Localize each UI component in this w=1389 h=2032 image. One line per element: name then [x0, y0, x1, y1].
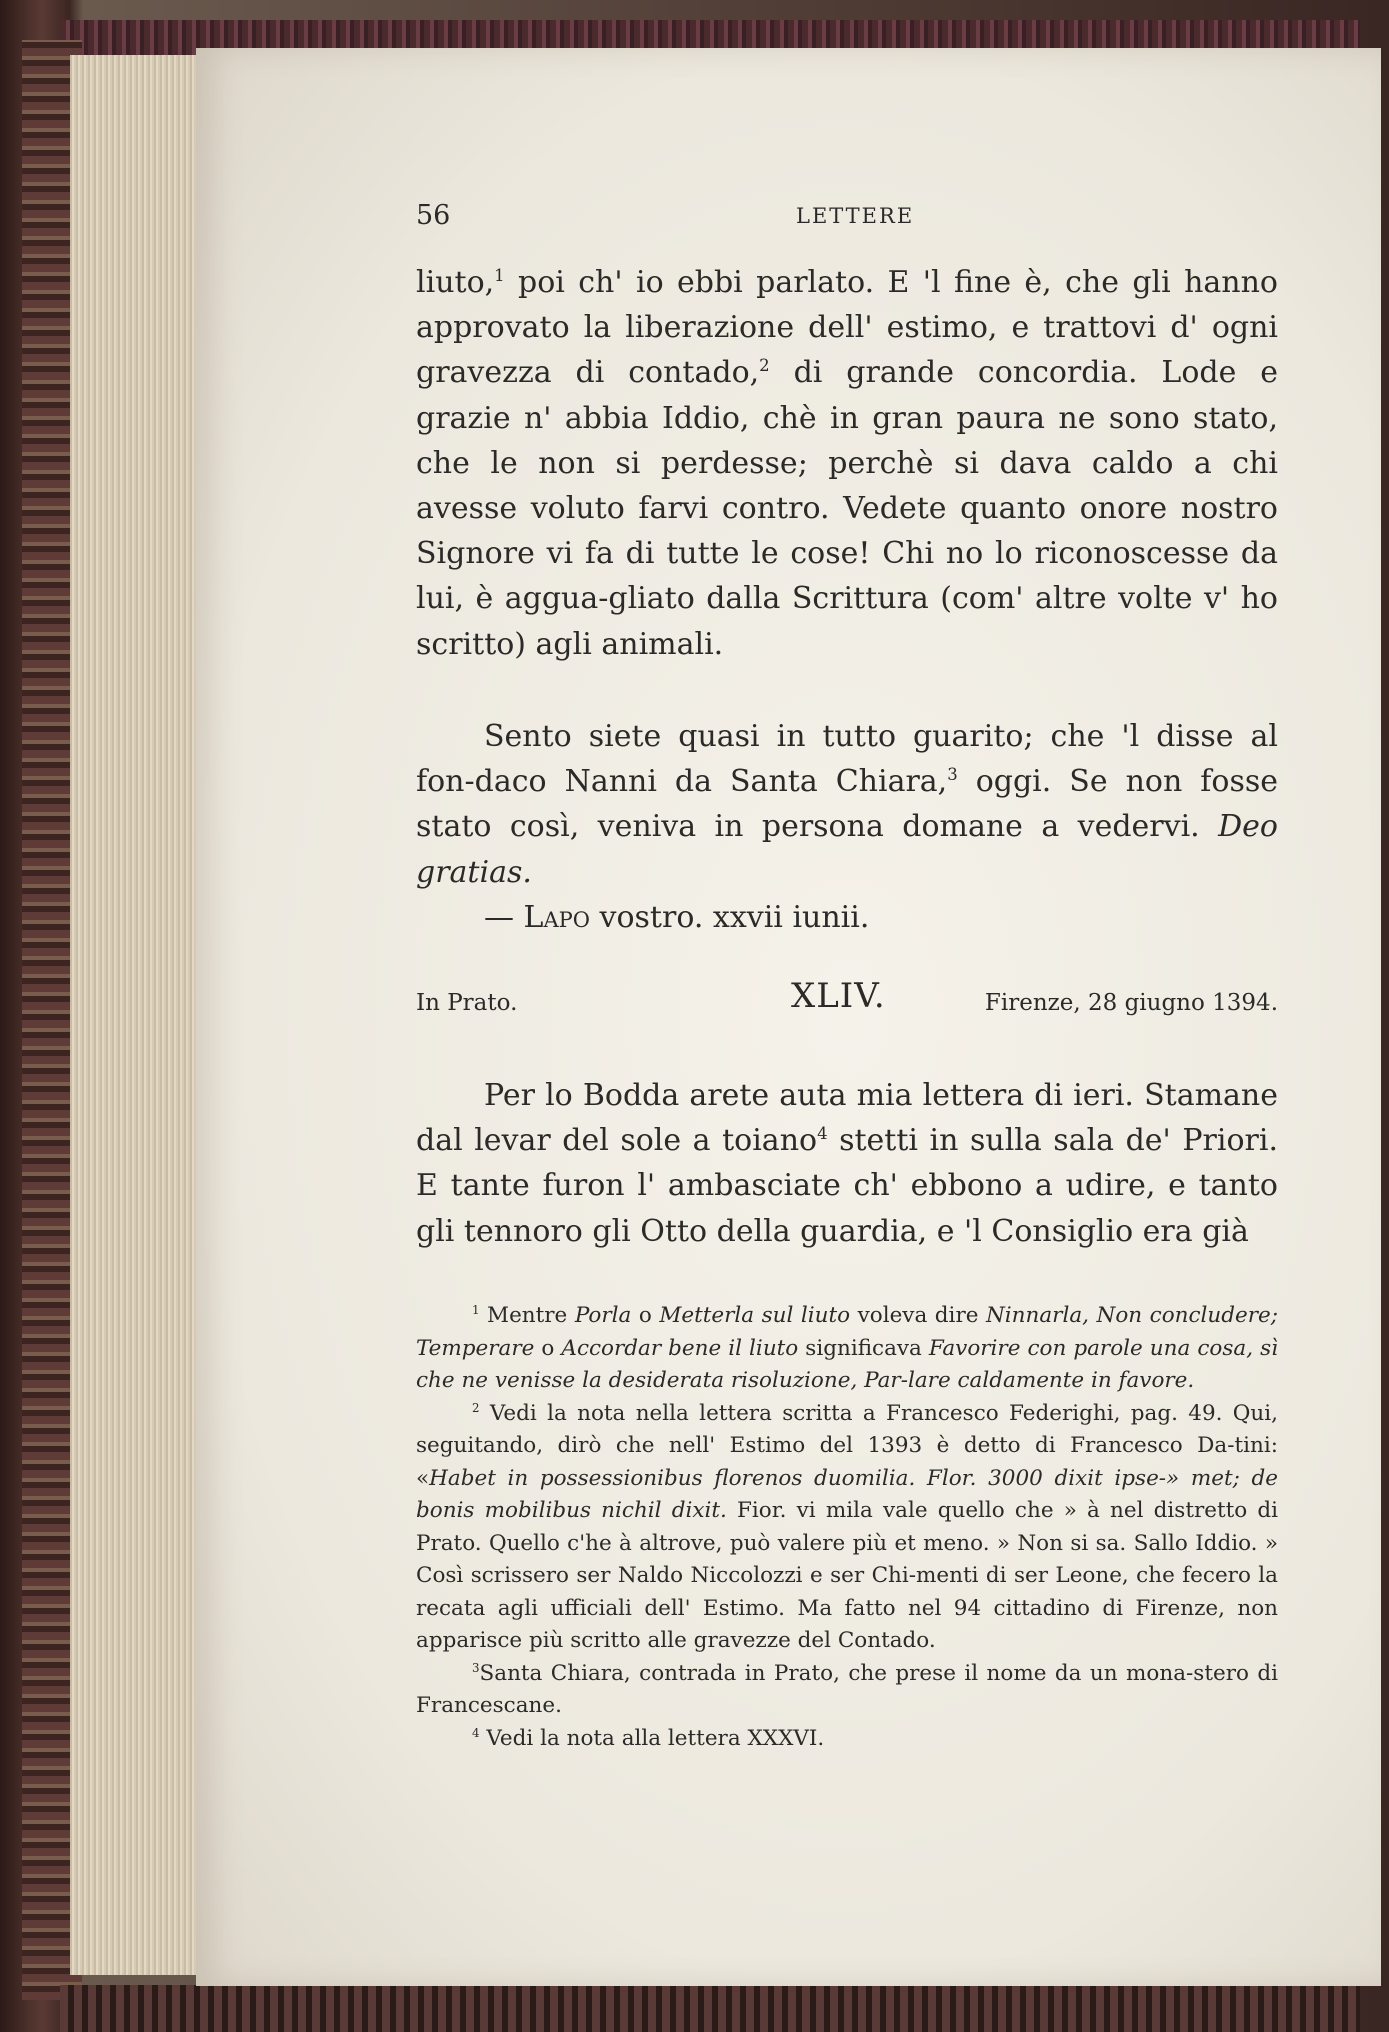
book-page	[196, 48, 1381, 1986]
running-head	[416, 200, 1216, 240]
letter-recipient-place: In Prato.	[416, 990, 518, 1016]
footnotes	[416, 1300, 1278, 1755]
page-edges	[70, 55, 202, 1975]
footnote-ref: 2	[759, 356, 770, 376]
footnote-3: $^3$Santa Chiara, contrada in Prato, che prese il nome da un mona-stero di Francescane.	[416, 1660, 1278, 1718]
paragraph-1: liuto,$^1$ poi ch' io ebbi parlato. E 'l fine è, che gli hanno approvato la liberazione dell' estimo, e trattovi d' ogni gravezza di contado,$^2$ di grande concordia. Lode e grazie n' abbia Iddio, chè in gran paura ne sono stato, che le non si perdesse; perchè si dava caldo a chi avesse voluto farvi contro. Vedete quanto onore nostro Signore vi fa di tutte le cose! Chi no lo riconoscesse da lui, è aggua-gliato dalla Scrittura (com' altre volte v' ho scritto) agli animali.	[416, 265, 1278, 662]
paragraph-2: Sento siete quasi in tutto guarito; che 'l disse al fon-daco Nanni da Santa Chiara,$^3$ oggi. Se non fosse stato così, veniva in persona domane a vedervi. Deo gratias. — Lapo vostro. xxvii iunii.	[416, 714, 1278, 940]
letter-date: Firenze, 28 giugno 1394.	[984, 990, 1278, 1016]
letter-number: XLIV.	[791, 976, 886, 1016]
footnote-ref: 1	[494, 266, 505, 285]
footnote-2: $^2$ Vedi la nota nella lettera scritta a Francesco Federighi, pag. 49. Qui, seguitando, dirò che nell' Estimo del 1393 è detto di Francesco Da-tini: «Habet in possessionibus florenos duomilia. Flor. 3000 dixit ipse-» met; de bonis mobilibus nichil dixit. Fior. vi mila vale quello che » à nel distretto di Prato. Quello c'he à altrove, può valere più et meno. » Non si sa. Sallo Iddio. » Così scrissero ser Naldo Niccolozzi e ser Chi-menti di ser Leone, che fecero la recata agli ufficiali dell' Estimo. Ma fatto nel 94 cittadino di Firenze, non apparisce più scritto alle gravezze del Contado.	[416, 1400, 1278, 1653]
signer-name: Lapo	[523, 899, 590, 935]
footnote-1: $^1$ Mentre Porla o Metterla sul liuto voleva dire Ninnarla, Non concludere; Temperare o Accordar bene il liuto significava Favorire con parole una cosa, sì che ne venisse la desiderata risoluzione, Par-lare caldamente in favore.	[416, 1302, 1278, 1393]
page-number: 56	[416, 200, 451, 231]
paragraph-3: Per lo Bodda arete auta mia lettera di ieri. Stamane dal levar del sole a toiano$^4$ stetti in sulla sala de' Priori. E tante furon l' ambasciate ch' ebbono a udire, e tanto gli tennoro gli Otto della guardia, e 'l Consiglio era già	[416, 1078, 1278, 1249]
footnote-4: $^4$ Vedi la nota alla lettera XXXVI.	[472, 1725, 825, 1751]
letter-heading	[416, 976, 1278, 1026]
footnote-ref: 3	[947, 765, 958, 785]
running-title: LETTERE	[796, 204, 915, 228]
binding-bottom	[60, 1985, 1360, 2032]
signature-line: — Lapo vostro. xxvii iunii.	[484, 899, 870, 935]
footnote-ref: 4	[817, 1124, 828, 1144]
